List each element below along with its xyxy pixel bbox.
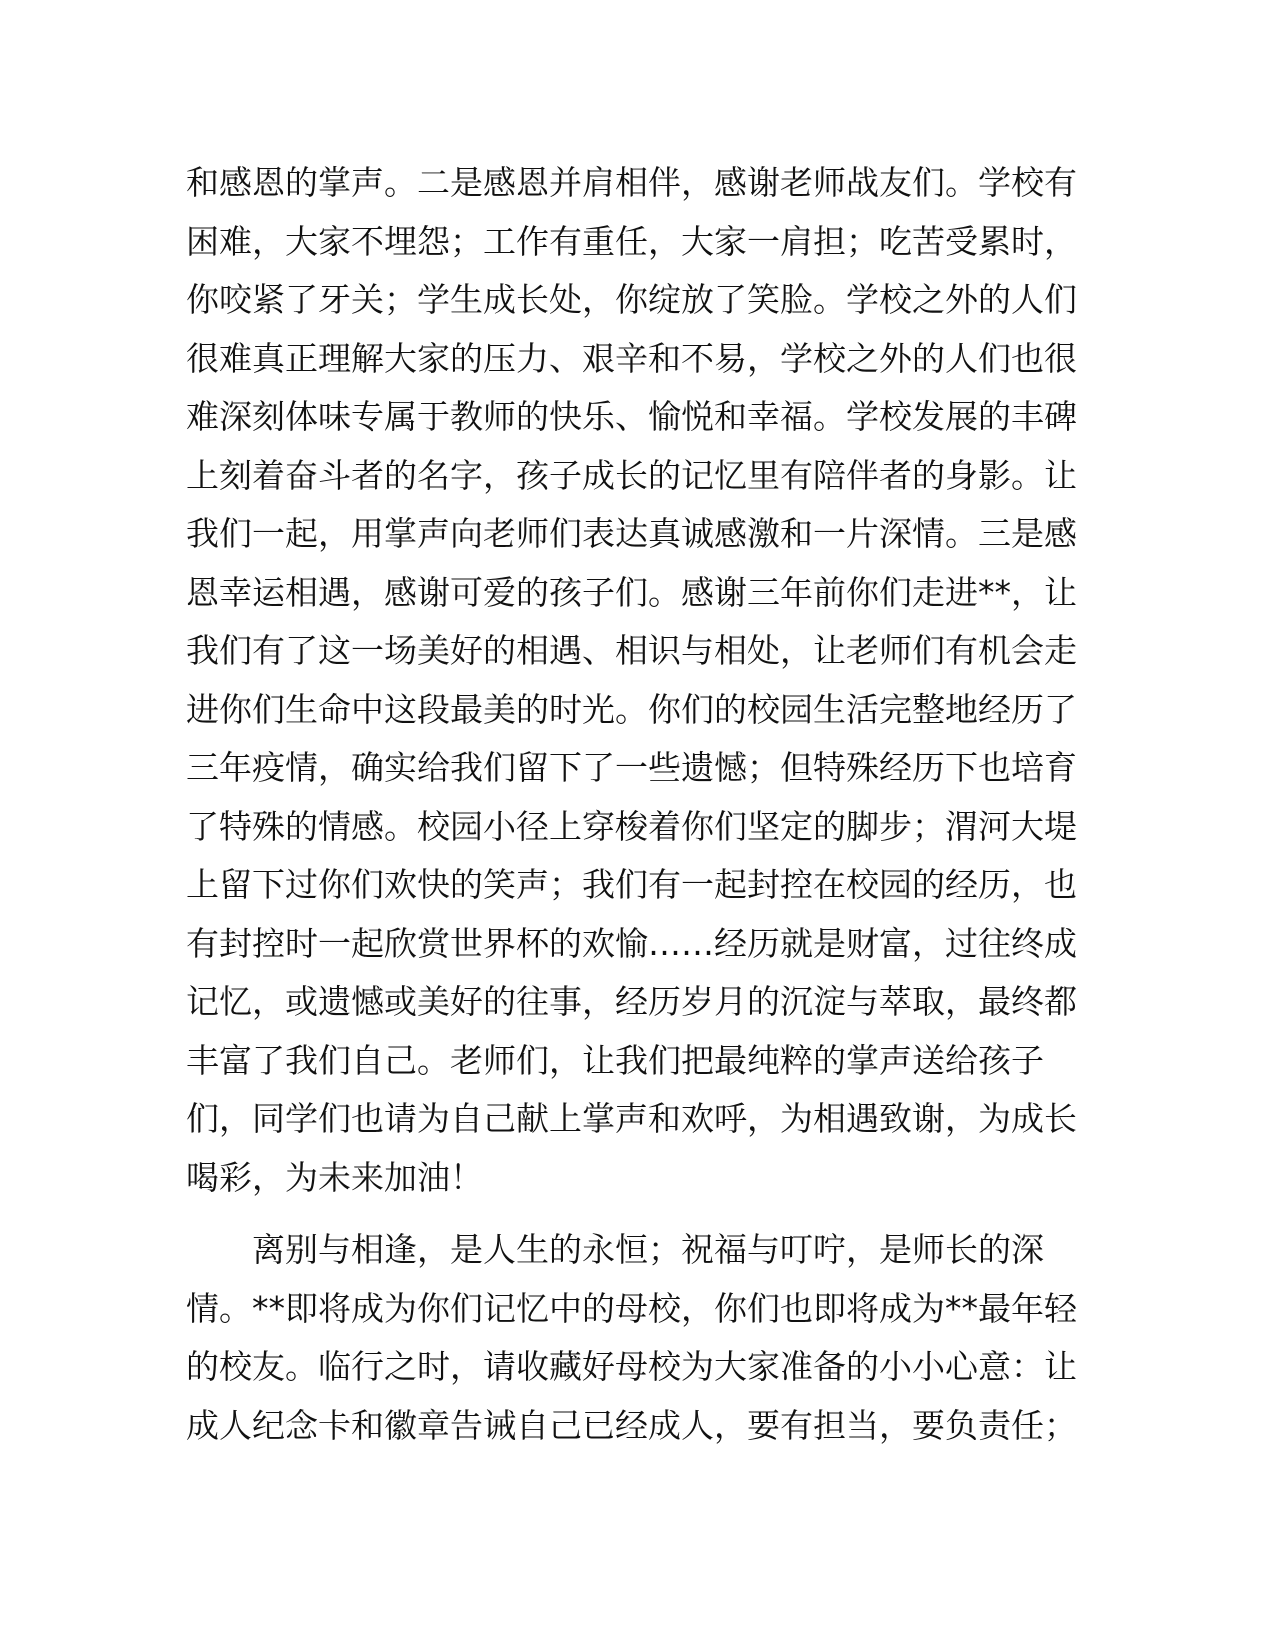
text-line: 喝彩，为未来加油！ [186, 1157, 483, 1197]
text-line: 我们一起，用掌声向老师们表达真诚感激和一片深情。三是感 [186, 514, 1077, 553]
text-line: 很难真正理解大家的压力、艰辛和不易，学校之外的人们也很 [186, 338, 1077, 378]
text-line: 上刻着奋斗者的名字，孩子成长的记忆里有陪伴者的身影。让 [186, 455, 1077, 495]
text-line: 我们有了这一场美好的相遇、相识与相处，让老师们有机会走 [186, 631, 1077, 670]
paragraph-2 [186, 1221, 1086, 1455]
text-line: 离别与相逢，是人生的永恒；祝福与叮咛，是师长的深 [252, 1230, 1044, 1269]
text-line: 记忆，或遗憾或美好的往事，经历岁月的沉淀与萃取，最终都 [186, 982, 1077, 1021]
text-line: 的校友。临行之时，请收藏好母校为大家准备的小小心意：让 [186, 1347, 1077, 1386]
text-line: 上留下过你们欢快的笑声；我们有一起封控在校园的经历，也 [186, 865, 1077, 904]
text-line: 有封控时一起欣赏世界杯的欢愉……经历就是财富，过往终成 [186, 923, 1077, 963]
text-line: 们，同学们也请为自己献上掌声和欢呼，为相遇致谢，为成长 [186, 1099, 1077, 1138]
text-line: 了特殊的情感。校园小径上穿梭着你们坚定的脚步；渭河大堤 [186, 806, 1077, 846]
text-line: 你咬紧了牙关；学生成长处，你绽放了笑脸。学校之外的人们 [186, 280, 1077, 319]
text-line: 三年疫情，确实给我们留下了一些遗憾；但特殊经历下也培育 [186, 748, 1077, 787]
text-line: 成人纪念卡和徽章告诫自己已经成人，要有担当，要负责任； [186, 1405, 1077, 1445]
text-line: 进你们生命中这段最美的时光。你们的校园生活完整地经历了 [186, 689, 1077, 729]
body-text [186, 154, 1086, 1455]
text-line: 困难，大家不埋怨；工作有重任，大家一肩担；吃苦受累时， [186, 221, 1077, 261]
paragraph-1 [186, 154, 1086, 1207]
text-line: 情。**即将成为你们记忆中的母校，你们也即将成为**最年轻 [186, 1288, 1077, 1328]
text-line: 和感恩的掌声。二是感恩并肩相伴，感谢老师战友们。学校有 [186, 163, 1077, 202]
text-line: 丰富了我们自己。老师们，让我们把最纯粹的掌声送给孩子 [186, 1040, 1044, 1080]
text-line: 难深刻体味专属于教师的快乐、愉悦和幸福。学校发展的丰碑 [186, 397, 1077, 436]
paragraph-gap [186, 1207, 1086, 1221]
text-line: 恩幸运相遇，感谢可爱的孩子们。感谢三年前你们走进**，让 [186, 572, 1077, 612]
